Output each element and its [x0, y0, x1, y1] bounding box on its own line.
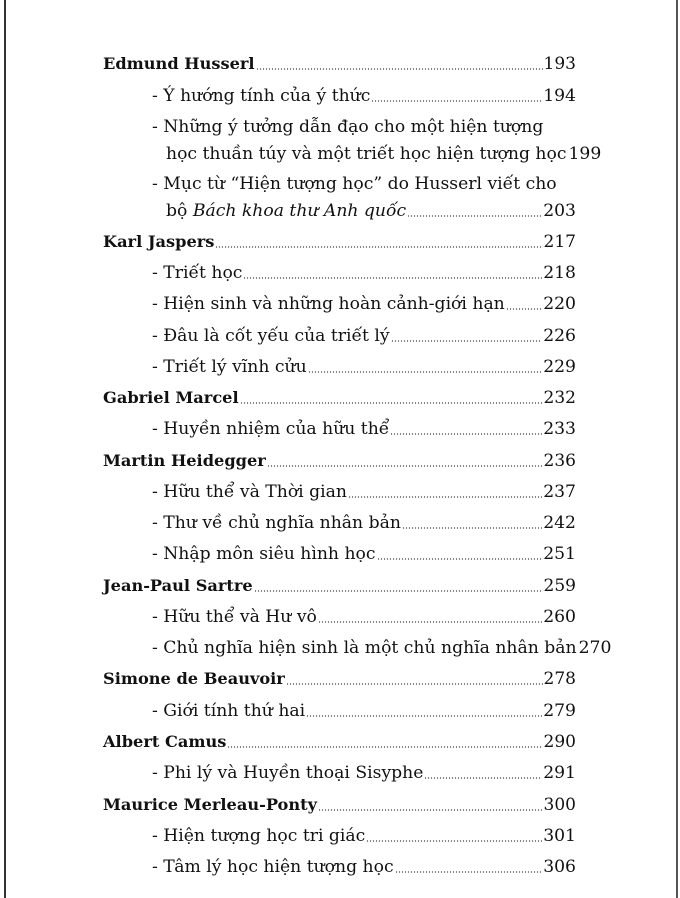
- toc-author-entry: [103, 731, 576, 753]
- work-title: - Phi lý và Huyền thoại Sisyphe: [152, 763, 424, 783]
- page-number: 217: [543, 232, 576, 252]
- author-name: Edmund Husserl: [103, 54, 255, 73]
- page-number: 279: [543, 701, 576, 721]
- page-number: 290: [543, 732, 576, 752]
- page-number: 301: [543, 826, 576, 846]
- page-number: 259: [543, 576, 576, 596]
- dot-leader: [254, 590, 543, 592]
- dot-leader: [390, 433, 542, 435]
- toc-work-entry: [152, 825, 576, 847]
- work-title: - Ý hướng tính của ý thức: [152, 86, 371, 106]
- page-number: 291: [543, 763, 576, 783]
- toc-work-entry: [152, 481, 576, 503]
- toc-author-entry: [103, 387, 576, 409]
- page-number: 306: [543, 857, 576, 877]
- toc-author-entry: [103, 668, 576, 690]
- page-number: 199: [568, 144, 602, 164]
- toc-work-entry: [152, 700, 576, 722]
- work-title: - Hiện sinh và những hoàn cảnh-giới hạn: [152, 294, 505, 314]
- dot-leader: [402, 527, 542, 529]
- page-number: 260: [543, 607, 576, 627]
- dot-leader: [306, 715, 542, 717]
- dot-leader: [318, 621, 542, 623]
- toc-work-entry: [152, 543, 576, 565]
- dot-leader: [256, 68, 543, 70]
- dot-leader: [391, 340, 543, 342]
- work-title: - Hiện tượng học tri giác: [152, 826, 366, 846]
- dot-leader: [243, 277, 542, 279]
- author-name: Simone de Beauvoir: [103, 669, 285, 688]
- toc-author-entry: [103, 575, 576, 597]
- author-name: Karl Jaspers: [103, 232, 215, 251]
- toc-work-entry: [152, 325, 576, 347]
- work-title: - Nhập môn siêu hình học: [152, 544, 376, 564]
- toc-work-entry: [152, 637, 612, 659]
- dot-leader: [318, 809, 543, 811]
- page-number: 237: [543, 482, 576, 502]
- dot-leader: [407, 215, 542, 217]
- page-number: 232: [543, 388, 576, 408]
- dot-leader: [506, 308, 542, 310]
- toc-work-entry: [152, 762, 576, 784]
- toc-work-entry: [166, 143, 602, 165]
- author-name: Gabriel Marcel: [103, 388, 239, 407]
- page-number: 218: [543, 263, 576, 283]
- work-title: - Đâu là cốt yếu của triết lý: [152, 326, 390, 346]
- page-number: 300: [543, 795, 576, 815]
- work-title: - Giới tính thứ hai: [152, 701, 306, 721]
- dot-leader: [371, 100, 542, 102]
- dot-leader: [424, 777, 542, 779]
- author-name: Maurice Merleau-Ponty: [103, 795, 318, 814]
- author-name: Jean-Paul Sartre: [103, 576, 253, 595]
- toc-author-entry: [103, 794, 576, 816]
- toc-work-entry: [152, 356, 576, 378]
- work-title: - Chủ nghĩa hiện sinh là một chủ nghĩa nhân bản: [152, 638, 577, 658]
- work-title: học thuần túy và một triết học hiện tượng học: [166, 144, 567, 164]
- toc-work-entry: [152, 293, 576, 315]
- dot-leader: [227, 746, 542, 748]
- dot-leader: [267, 465, 543, 467]
- page-number: 251: [543, 544, 576, 564]
- work-title: - Triết lý vĩnh cửu: [152, 357, 307, 377]
- toc-work-entry: [166, 200, 576, 222]
- work-title: - Hữu thể và Thời gian: [152, 482, 347, 502]
- dot-leader: [308, 371, 543, 373]
- dot-leader: [377, 558, 543, 560]
- dot-leader: [215, 246, 542, 248]
- toc-work-entry: [152, 85, 576, 107]
- page-number: 193: [543, 54, 576, 74]
- page-number: 270: [578, 638, 612, 658]
- page-number: 236: [543, 451, 576, 471]
- dot-leader: [348, 496, 542, 498]
- page-number: 278: [543, 669, 576, 689]
- toc-work-entry: [152, 856, 576, 878]
- work-title-prefix: bộ: [166, 201, 193, 221]
- work-title-line1: - Những ý tưởng dẫn đạo cho một hiện tượng: [152, 117, 544, 137]
- page-number: 194: [543, 86, 576, 106]
- work-title: - Triết học: [152, 263, 243, 283]
- work-title: - Thư về chủ nghĩa nhân bản: [152, 513, 401, 533]
- toc-work-entry: [152, 606, 576, 628]
- author-name: Albert Camus: [103, 732, 227, 751]
- page-number: 242: [543, 513, 576, 533]
- work-title: - Hữu thể và Hư vô: [152, 607, 317, 627]
- toc-work-entry: [152, 262, 576, 284]
- dot-leader: [395, 871, 543, 873]
- page-number: 203: [543, 201, 576, 221]
- work-title-line1: - Mục từ “Hiện tượng học” do Husserl viết cho: [152, 174, 557, 194]
- work-title: - Huyền nhiệm của hữu thể: [152, 419, 390, 439]
- page-number: 233: [543, 419, 576, 439]
- page-number: 220: [543, 294, 576, 314]
- toc-author-entry: [103, 231, 576, 253]
- dot-leader: [240, 402, 543, 404]
- dot-leader: [366, 840, 542, 842]
- work-title: - Tâm lý học hiện tượng học: [152, 857, 394, 877]
- work-title-italic: Bách khoa thư Anh quốc: [192, 201, 407, 221]
- toc-author-entry: [103, 450, 576, 472]
- work-title: [166, 200, 406, 222]
- toc-work-entry: [152, 512, 576, 534]
- toc-author-entry: [103, 53, 576, 75]
- toc-work-entry: [152, 418, 576, 440]
- page-number: 229: [543, 357, 576, 377]
- page-number: 226: [543, 326, 576, 346]
- dot-leader: [286, 683, 543, 685]
- author-name: Martin Heidegger: [103, 451, 266, 470]
